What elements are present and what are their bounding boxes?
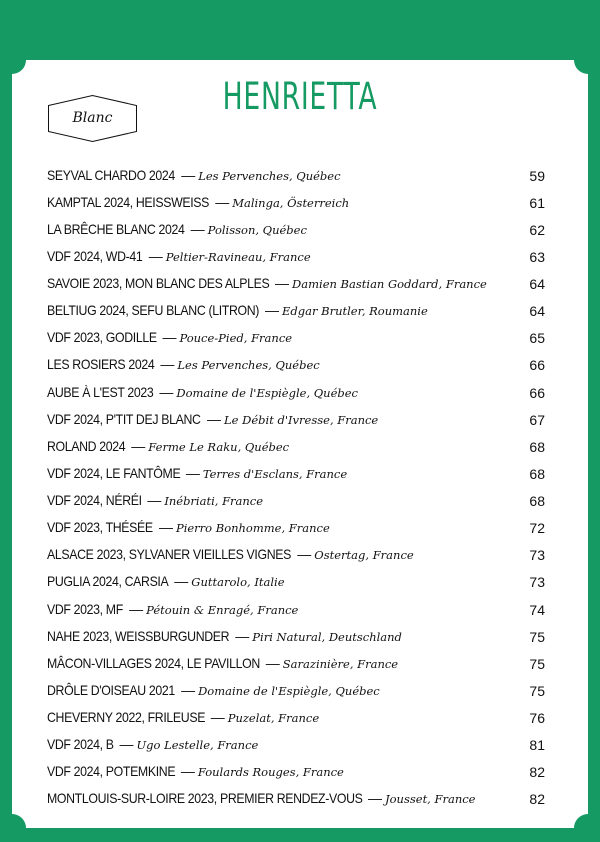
wine-price: 73	[529, 547, 545, 564]
wine-row	[47, 460, 545, 487]
corner-notch	[0, 814, 26, 842]
wine-name: MÂCON-VILLAGES 2024, LE PAVILLON	[47, 654, 260, 671]
wine-price: 68	[529, 493, 545, 510]
wine-row	[47, 488, 545, 515]
wine-price: 76	[529, 710, 545, 727]
separator-dash: —	[185, 464, 200, 481]
wine-price: 63	[529, 248, 545, 265]
wine-price: 64	[529, 303, 545, 320]
wine-producer: Jousset, France	[385, 792, 476, 807]
wine-row	[47, 243, 545, 270]
wine-description	[47, 682, 380, 700]
separator-dash: —	[162, 329, 177, 346]
separator-dash: —	[159, 383, 174, 400]
wine-price: 75	[529, 628, 545, 645]
corner-notch	[574, 814, 600, 842]
wine-producer: Les Pervenches, Québec	[198, 168, 341, 183]
wine-list	[47, 162, 545, 813]
wine-row	[47, 216, 545, 243]
separator-dash: —	[235, 627, 250, 644]
wine-price: 66	[529, 357, 545, 374]
wine-name: CHEVERNY 2022, FRILEUSE	[47, 709, 206, 726]
wine-price: 75	[529, 682, 545, 699]
wine-name: SEYVAL CHARDO 2024	[47, 166, 175, 183]
wine-row	[47, 352, 545, 379]
separator-dash: —	[174, 573, 189, 590]
wine-price: 73	[529, 574, 545, 591]
separator-dash: —	[180, 763, 195, 780]
wine-producer: Domaine de l'Espiègle, Québec	[198, 683, 380, 698]
wine-producer: Pouce-Pied, France	[179, 331, 293, 346]
menu-panel	[12, 60, 588, 828]
wine-producer: Le Débit d'Ivresse, France	[224, 412, 379, 427]
wine-producer: Terres d'Esclans, France	[202, 466, 348, 481]
wine-name: VDF 2024, B	[47, 736, 114, 753]
wine-description	[47, 546, 414, 564]
wine-row	[47, 650, 545, 677]
wine-description	[47, 465, 347, 483]
wine-price: 65	[529, 330, 545, 347]
wine-price: 59	[529, 167, 545, 184]
wine-description	[47, 601, 298, 619]
wine-row	[47, 515, 545, 542]
wine-description	[47, 736, 258, 754]
wine-price: 72	[529, 520, 545, 537]
separator-dash: —	[158, 519, 173, 536]
wine-row	[47, 786, 545, 813]
wine-row	[47, 759, 545, 786]
wine-name: VDF 2024, LE FANTÔME	[47, 464, 181, 481]
wine-producer: Ferme Le Raku, Québec	[148, 439, 290, 454]
wine-price: 81	[529, 737, 545, 754]
wine-row	[47, 298, 545, 325]
wine-description	[47, 384, 358, 402]
wine-description	[47, 628, 402, 646]
wine-price: 68	[529, 465, 545, 482]
wine-row	[47, 271, 545, 298]
separator-dash: —	[190, 220, 205, 237]
wine-row	[47, 379, 545, 406]
wine-price: 74	[529, 601, 545, 618]
wine-producer: Sarazinière, France	[282, 656, 399, 671]
wine-description	[47, 763, 344, 781]
separator-dash: —	[297, 546, 312, 563]
wine-name: ROLAND 2024	[47, 437, 126, 454]
wine-row	[47, 623, 545, 650]
wine-row	[47, 162, 545, 189]
wine-price: 64	[529, 276, 545, 293]
wine-producer: Polisson, Québec	[207, 222, 307, 237]
separator-dash: —	[181, 681, 196, 698]
wine-name: AUBE À L'EST 2023	[47, 383, 154, 400]
wine-producer: Ostertag, France	[314, 548, 414, 563]
separator-dash: —	[265, 654, 280, 671]
wine-producer: Puzelat, France	[227, 711, 320, 726]
wine-row	[47, 406, 545, 433]
wine-producer: Foulards Rouges, France	[197, 765, 344, 780]
separator-dash: —	[265, 302, 279, 319]
wine-row	[47, 569, 545, 596]
separator-dash: —	[181, 166, 196, 183]
corner-notch	[574, 46, 600, 74]
wine-description	[47, 438, 289, 456]
wine-producer: Pétouin & Enragé, France	[146, 602, 299, 617]
wine-row	[47, 325, 545, 352]
wine-name: VDF 2023, MF	[47, 600, 123, 617]
wine-description	[47, 248, 311, 266]
wine-name: LES ROSIERS 2024	[47, 356, 155, 373]
wine-description	[47, 275, 487, 293]
separator-dash: —	[368, 790, 383, 807]
wine-description	[47, 302, 428, 320]
wine-producer: Edgar Brutler, Roumanie	[282, 304, 428, 319]
wine-producer: Domaine de l'Espiègle, Québec	[176, 385, 359, 400]
wine-description	[47, 221, 307, 239]
wine-name: SAVOIE 2023, MON BLANC DES ALPLES	[47, 275, 270, 292]
separator-dash: —	[275, 275, 290, 292]
wine-producer: Ugo Lestelle, France	[136, 738, 259, 753]
wine-name: NAHE 2023, WEISSBURGUNDER	[47, 627, 230, 644]
separator-dash: —	[148, 247, 163, 264]
wine-name: VDF 2024, WD-41	[47, 247, 143, 264]
wine-price: 62	[529, 221, 545, 238]
wine-producer: Pierro Bonhomme, France	[175, 521, 330, 536]
wine-name: VDF 2024, NÉRÉI	[47, 492, 142, 509]
separator-dash: —	[160, 356, 175, 373]
wine-row	[47, 542, 545, 569]
wine-producer: Piri Natural, Deutschland	[252, 629, 402, 644]
wine-description	[47, 167, 341, 185]
wine-price: 82	[529, 791, 545, 808]
wine-row	[47, 189, 545, 216]
wine-name: VDF 2023, GODILLE	[47, 329, 157, 346]
wine-row	[47, 732, 545, 759]
wine-description	[47, 356, 320, 374]
wine-price: 68	[529, 438, 545, 455]
page-title: HENRIETTA	[222, 75, 378, 118]
wine-description	[47, 790, 475, 808]
category-label: Blanc	[72, 110, 113, 126]
wine-description	[47, 492, 263, 510]
separator-dash: —	[210, 709, 225, 726]
wine-name: MONTLOUIS-SUR-LOIRE 2023, PREMIER RENDEZ-VOUS	[47, 790, 363, 807]
wine-name: BELTIUG 2024, SEFU BLANC (LITRON)	[47, 302, 260, 319]
wine-description	[47, 411, 378, 429]
wine-producer: Guttarolo, Italie	[191, 575, 285, 590]
wine-producer: Damien Bastian Goddard, France	[292, 277, 487, 292]
category-badge	[48, 95, 137, 142]
wine-row	[47, 433, 545, 460]
wine-producer: Inébriati, France	[164, 494, 264, 509]
wine-row	[47, 677, 545, 704]
wine-price: 82	[529, 764, 545, 781]
separator-dash: —	[129, 600, 144, 617]
wine-producer: Peltier-Ravineau, France	[165, 249, 311, 264]
wine-name: DRÔLE D'OISEAU 2021	[47, 681, 175, 698]
wine-producer: Malinga, Österreich	[232, 195, 350, 210]
wine-producer: Les Pervenches, Québec	[177, 358, 320, 373]
wine-price: 66	[529, 384, 545, 401]
wine-name: VDF 2024, POTEMKINE	[47, 763, 176, 780]
separator-dash: —	[215, 193, 230, 210]
wine-description	[47, 709, 319, 727]
separator-dash: —	[119, 736, 134, 753]
corner-notch	[0, 46, 26, 74]
wine-name: LA BRÊCHE BLANC 2024	[47, 220, 185, 237]
wine-row	[47, 596, 545, 623]
wine-description	[47, 194, 349, 212]
wine-description	[47, 519, 330, 537]
wine-price: 75	[529, 655, 545, 672]
wine-name: VDF 2023, THÉSÉE	[47, 519, 153, 536]
separator-dash: —	[207, 410, 222, 427]
wine-name: ALSACE 2023, SYLVANER VIEILLES VIGNES	[47, 546, 292, 563]
wine-name: KAMPTAL 2024, HEISSWEISS	[47, 193, 210, 210]
wine-name: VDF 2024, P'TIT DEJ BLANC	[47, 410, 201, 427]
wine-price: 61	[529, 194, 545, 211]
separator-dash: —	[131, 437, 146, 454]
wine-description	[47, 329, 292, 347]
wine-description	[47, 655, 398, 673]
wine-row	[47, 705, 545, 732]
wine-price: 67	[529, 411, 545, 428]
wine-name: PUGLIA 2024, CARSIA	[47, 573, 169, 590]
wine-description	[47, 573, 285, 591]
separator-dash: —	[147, 492, 162, 509]
